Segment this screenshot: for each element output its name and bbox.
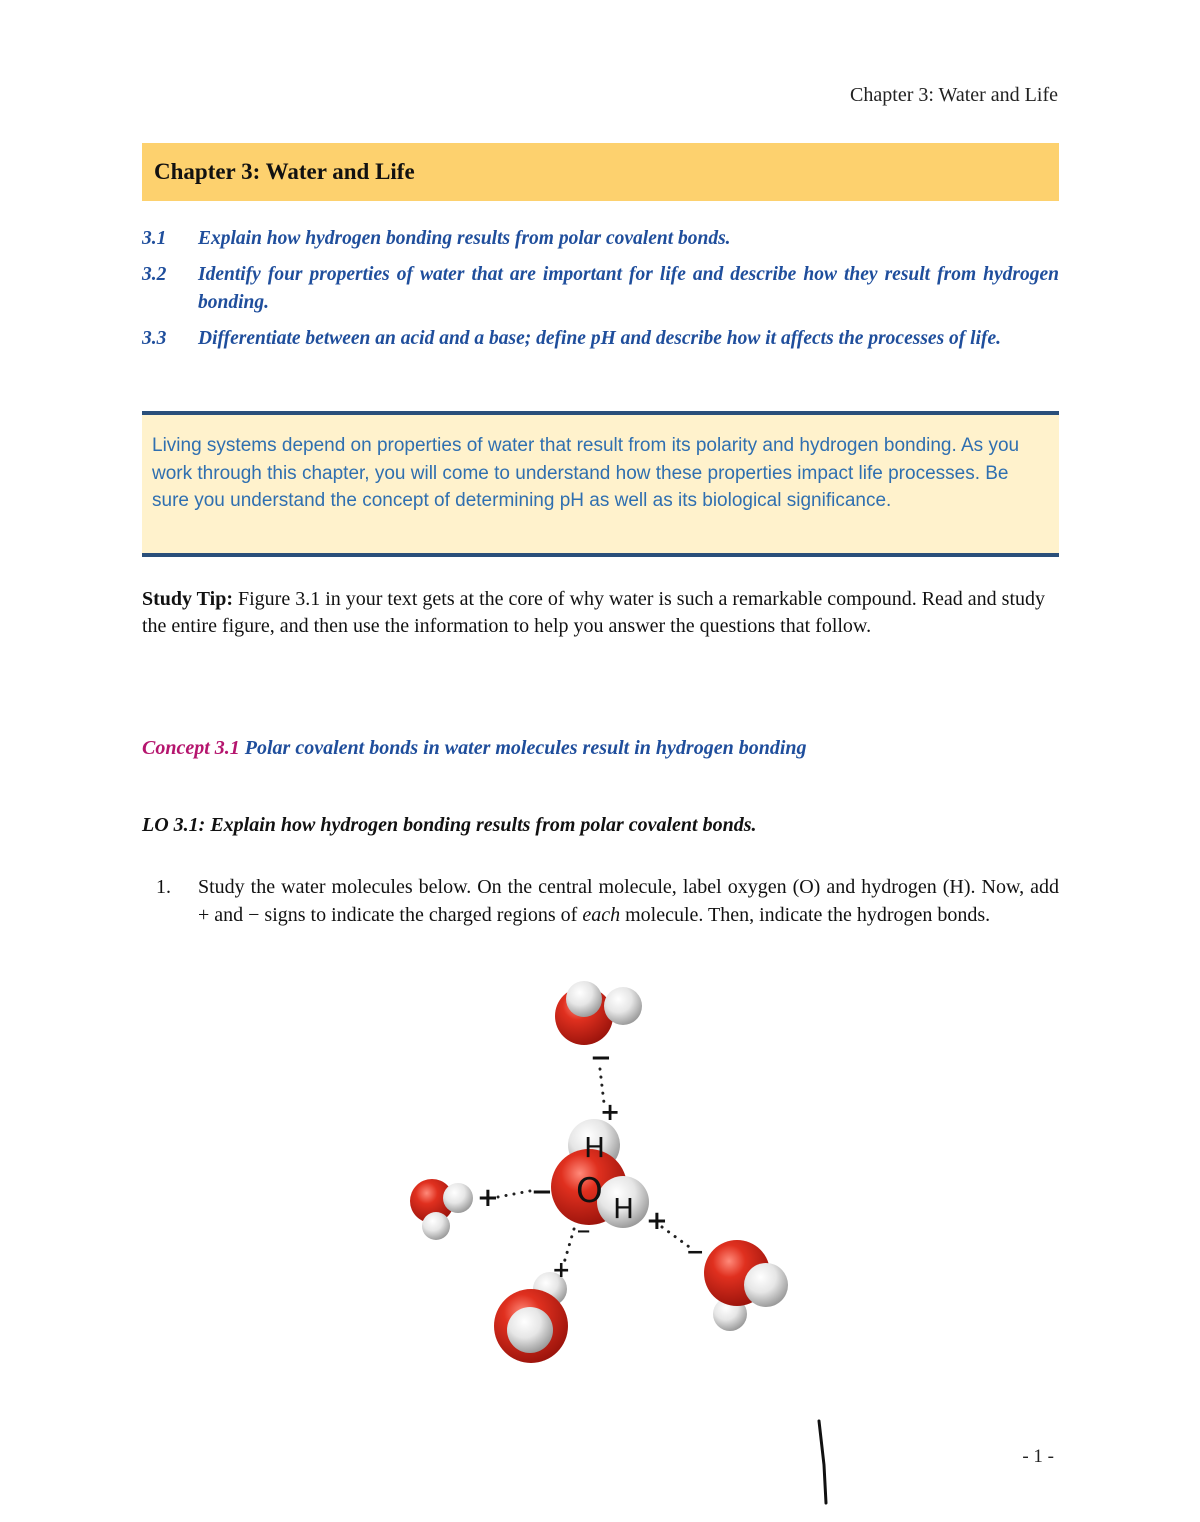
water-molecule-bottom bbox=[494, 1272, 568, 1363]
question-emphasis: each bbox=[582, 903, 621, 926]
hydrogen-label: H bbox=[584, 1131, 606, 1164]
objective-number: 3.1 bbox=[142, 228, 167, 249]
hydrogen-atom bbox=[566, 981, 602, 1017]
question-item bbox=[142, 874, 1059, 929]
learning-objective-heading: LO 3.1: Explain how hydrogen bonding results from polar covalent bonds. bbox=[142, 814, 757, 836]
hydrogen-atom bbox=[744, 1263, 788, 1307]
study-tip bbox=[142, 586, 1059, 640]
objective-item bbox=[142, 261, 1059, 317]
hydrogen-atom bbox=[443, 1183, 473, 1213]
water-molecule-top bbox=[555, 981, 642, 1045]
charge-minus-label: − bbox=[686, 1240, 705, 1265]
hydrogen-atom bbox=[604, 987, 642, 1025]
hydrogen-atom bbox=[507, 1307, 553, 1353]
concept-title: Polar covalent bonds in water molecules result in hydrogen bonding bbox=[244, 737, 807, 759]
hydrogen-label: H bbox=[613, 1192, 635, 1225]
hydrogen-bond-line bbox=[498, 1191, 530, 1197]
chapter-title: Chapter 3: Water and Life bbox=[154, 159, 415, 184]
intro-callout bbox=[142, 411, 1059, 557]
objective-item bbox=[142, 325, 1059, 353]
running-header: Chapter 3: Water and Life bbox=[850, 84, 1058, 106]
study-tip-text: Figure 3.1 in your text gets at the core of why water is such a remarkable compound. Read and study the entire figure, and then use the information to help you answer the questions that follow. bbox=[142, 588, 1046, 637]
charge-plus-label: + bbox=[646, 1206, 668, 1236]
charge-plus-label: + bbox=[477, 1183, 499, 1213]
handwritten-annotations bbox=[477, 1043, 704, 1283]
pen-stroke-mark bbox=[810, 1415, 840, 1510]
oxygen-label: O bbox=[576, 1171, 603, 1211]
objective-number: 3.3 bbox=[142, 328, 167, 349]
chapter-banner bbox=[142, 143, 1059, 201]
concept-label: Concept 3.1 bbox=[142, 737, 240, 759]
page-number: - 1 - bbox=[1022, 1446, 1054, 1467]
question-text-part: Study the water molecules below. On the central molecule, label oxygen (O) and hydrogen (H). Now, add + and − signs to indicate the charged regions of bbox=[198, 876, 1059, 926]
objective-item bbox=[142, 225, 1059, 253]
intro-text: Living systems depend on properties of water that result from its polarity and hydrogen bonding. As you work through this chapter, you will come to understand how these properties impact life processes. Be sure you understand the concept of determining pH as well as its biological significance. bbox=[152, 435, 1020, 511]
water-molecule-left bbox=[410, 1179, 473, 1240]
question-number: 1. bbox=[156, 876, 171, 898]
charge-plus-label: + bbox=[600, 1098, 621, 1126]
charge-minus-label: − bbox=[576, 1221, 592, 1242]
question-text-part: molecule. Then, indicate the hydrogen bonds. bbox=[620, 903, 991, 926]
concept-heading bbox=[142, 737, 807, 760]
water-molecule-right bbox=[704, 1240, 788, 1331]
objective-number: 3.2 bbox=[142, 264, 167, 285]
objective-text: Differentiate between an acid and a base; define pH and describe how it affects the processes of life. bbox=[198, 328, 1002, 349]
charge-minus-label: − bbox=[531, 1177, 553, 1207]
water-molecules-figure bbox=[400, 975, 800, 1375]
hydrogen-atom bbox=[422, 1212, 450, 1240]
charge-minus-label: − bbox=[590, 1043, 612, 1073]
study-tip-label: Study Tip: bbox=[142, 588, 233, 610]
question-text bbox=[198, 874, 1059, 929]
objective-text: Explain how hydrogen bonding results from polar covalent bonds. bbox=[198, 228, 731, 249]
charge-plus-label: + bbox=[552, 1258, 571, 1283]
objective-text: Identify four properties of water that are important for life and describe how they result from hydrogen bonding. bbox=[198, 264, 1059, 313]
learning-objectives-list bbox=[142, 225, 1059, 361]
